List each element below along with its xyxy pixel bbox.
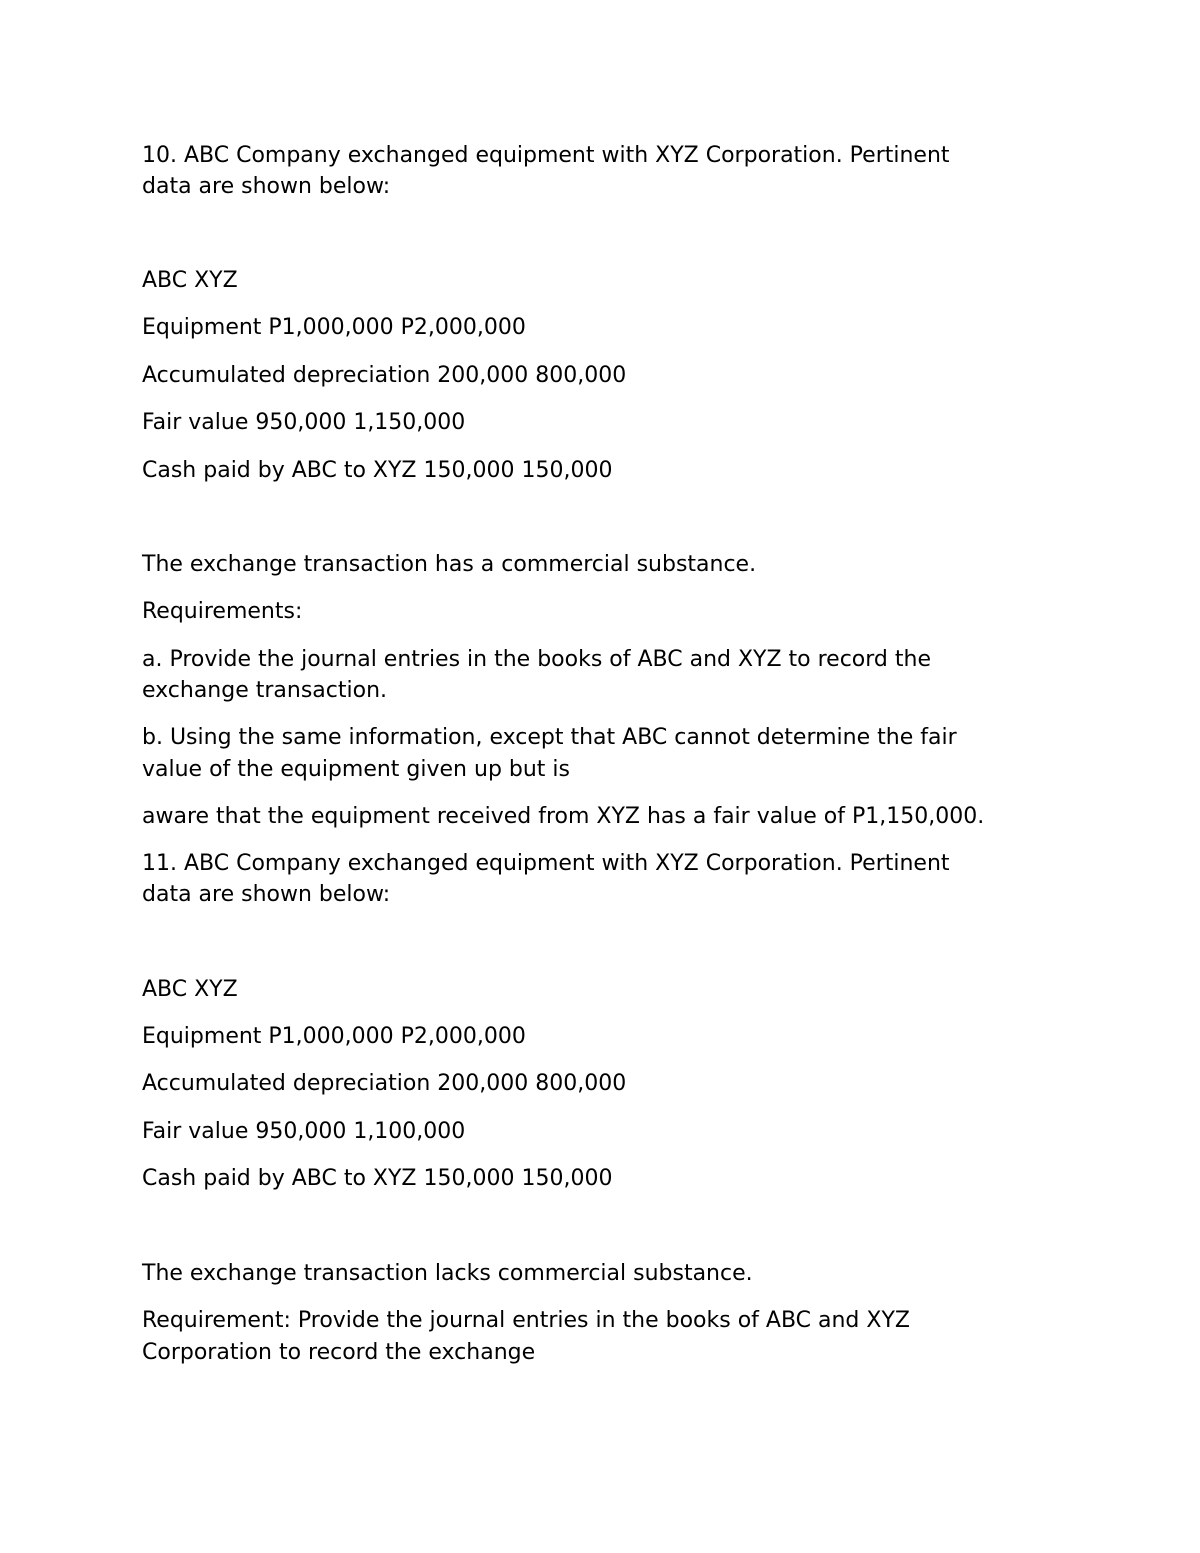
q11-requirement-line-1: Requirement: Provide the journal entries in the books of ABC and XYZ: [142, 1308, 910, 1333]
q11-column-header: ABC XYZ: [142, 977, 238, 1002]
q11-substance-statement: The exchange transaction lacks commercial substance.: [142, 1261, 753, 1286]
q10-requirement-b-line-2: value of the equipment given up but is: [142, 757, 571, 782]
q10-requirement-b-line-1: b. Using the same information, except that ABC cannot determine the fair: [142, 725, 957, 750]
q10-cash-paid-row: Cash paid by ABC to XYZ 150,000 150,000: [142, 458, 613, 483]
q10-requirements-heading: Requirements:: [142, 599, 303, 624]
q11-cash-paid-row: Cash paid by ABC to XYZ 150,000 150,000: [142, 1166, 613, 1191]
q10-fair-value-row: Fair value 950,000 1,150,000: [142, 410, 466, 435]
q10-requirement-a-line-1: a. Provide the journal entries in the books of ABC and XYZ to record the: [142, 647, 931, 672]
q11-intro-line-1: 11. ABC Company exchanged equipment with XYZ Corporation. Pertinent: [142, 851, 950, 876]
q10-intro-line-2: data are shown below:: [142, 174, 391, 199]
q11-intro-line-2: data are shown below:: [142, 882, 391, 907]
q10-column-header: ABC XYZ: [142, 268, 238, 293]
q10-equipment-row: Equipment P1,000,000 P2,000,000: [142, 315, 526, 340]
q10-requirement-b-line-3: aware that the equipment received from XYZ has a fair value of P1,150,000.: [142, 804, 985, 829]
q10-accumulated-row: Accumulated depreciation 200,000 800,000: [142, 363, 627, 388]
q10-requirement-a-line-2: exchange transaction.: [142, 678, 388, 703]
q11-equipment-row: Equipment P1,000,000 P2,000,000: [142, 1024, 526, 1049]
q11-fair-value-row: Fair value 950,000 1,100,000: [142, 1119, 466, 1144]
q10-substance-statement: The exchange transaction has a commercial substance.: [142, 552, 757, 577]
q10-intro-line-1: 10. ABC Company exchanged equipment with XYZ Corporation. Pertinent: [142, 143, 950, 168]
q11-accumulated-row: Accumulated depreciation 200,000 800,000: [142, 1071, 627, 1096]
q11-requirement-line-2: Corporation to record the exchange: [142, 1340, 536, 1365]
